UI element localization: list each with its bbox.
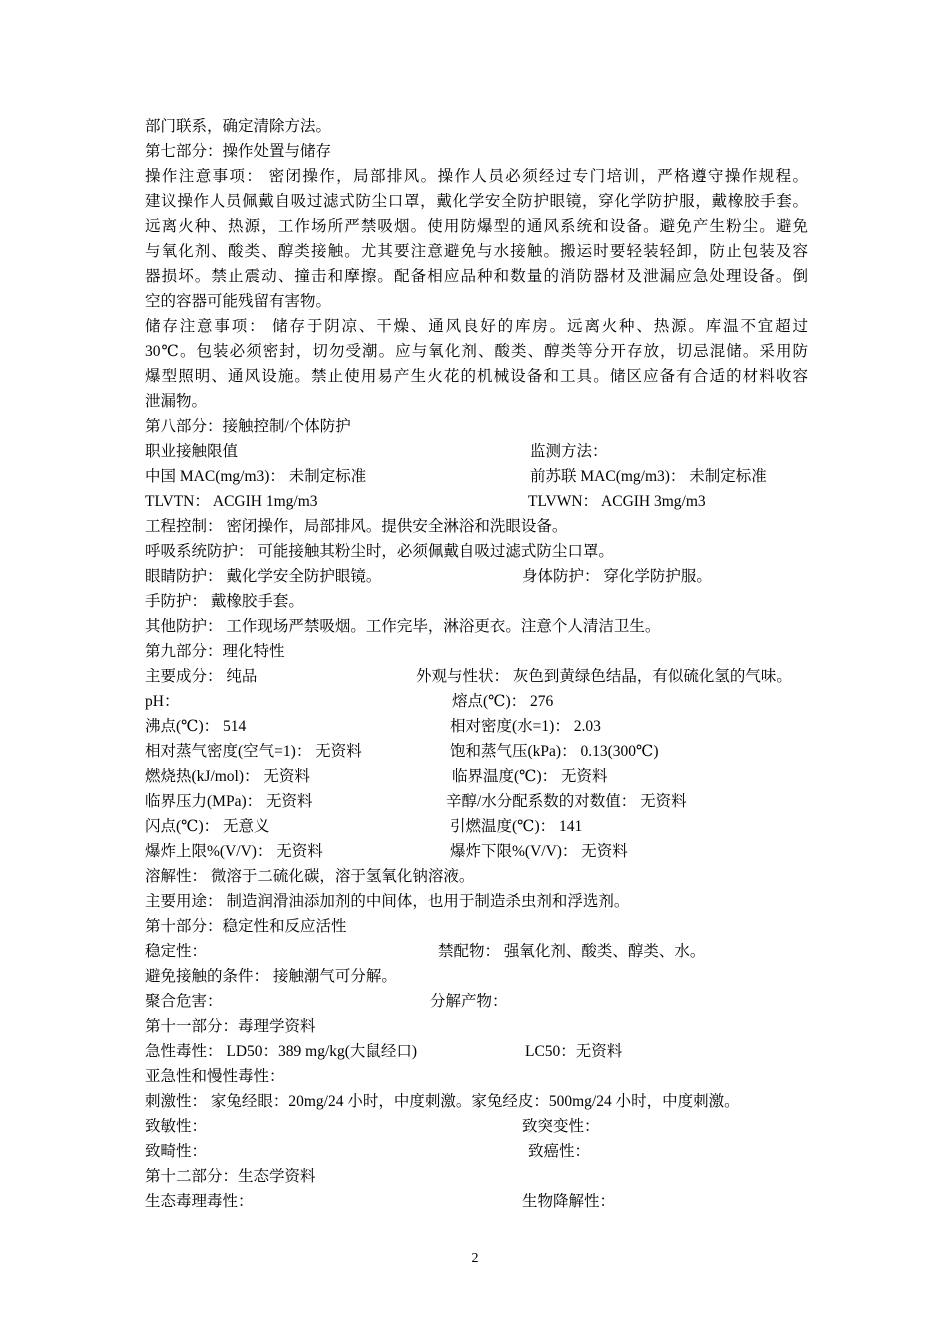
row-right: 禁配物： 强氧化剂、酸类、醇类、水。 <box>438 943 706 960</box>
row-right: 引燃温度(℃)： 141 <box>450 818 583 835</box>
row-right: 辛醇/水分配系数的对数值： 无资料 <box>446 793 687 810</box>
row-left: 爆炸上限%(V/V)： 无资料 <box>145 843 323 860</box>
row-right: 饱和蒸气压(kPa)： 0.13(300℃) <box>450 743 659 760</box>
row-left: 工程控制： 密闭操作，局部排风。提供安全淋浴和洗眼设备。 <box>145 518 568 535</box>
row-left: 稳定性： <box>145 943 208 960</box>
row-left: 致敏性： <box>145 1118 208 1135</box>
row-right: 监测方法： <box>530 443 608 460</box>
page-number: 2 <box>471 1251 479 1266</box>
row-right: 爆炸下限%(V/V)： 无资料 <box>450 843 628 860</box>
row-left: 主要用途： 制造润滑油添加剂的中间体，也用于制造杀虫剂和浮选剂。 <box>145 893 630 910</box>
text-line: 储存注意事项： 储存于阴凉、干燥、通风良好的库房。远离火种、热源。库温不宜超过 <box>145 318 808 335</box>
text-line: 空的容器可能残留有害物。 <box>145 293 332 310</box>
row-left: 生态毒理毒性： <box>145 1193 254 1210</box>
row-right: 身体防护： 穿化学防护服。 <box>522 568 712 585</box>
section-heading: 第八部分：接触控制/个体防护 <box>145 418 351 435</box>
row-left: 相对蒸气密度(空气=1)： 无资料 <box>145 743 362 760</box>
section-heading: 第十一部分：毒理学资料 <box>145 1018 316 1035</box>
row-left: 呼吸系统防护： 可能接触其粉尘时，必须佩戴自吸过滤式防尘口罩。 <box>145 543 614 560</box>
row-right: 致癌性： <box>528 1143 591 1160</box>
row-left: 避免接触的条件： 接触潮气可分解。 <box>145 968 397 985</box>
row-left: TLVTN： ACGIH 1mg/m3 <box>145 493 318 510</box>
text-line: 操作注意事项： 密闭操作，局部排风。操作人员必须经过专门培训，严格遵守操作规程。 <box>145 168 808 185</box>
section-heading: 第九部分：理化特性 <box>145 643 285 660</box>
row-right: 外观与性状： 灰色到黄绿色结晶，有似硫化氢的气味。 <box>416 668 792 685</box>
row-left: 燃烧热(kJ/mol)： 无资料 <box>145 768 310 785</box>
row-right: 致突变性： <box>522 1118 600 1135</box>
row-left: 致畸性： <box>145 1143 208 1160</box>
row-right: 临界温度(℃)： 无资料 <box>452 768 608 785</box>
row-left: 亚急性和慢性毒性： <box>145 1068 285 1085</box>
row-right: TLVWN： ACGIH 3mg/m3 <box>528 493 706 510</box>
row-right: 生物降解性： <box>522 1193 616 1210</box>
text-line: 30℃。包装必须密封，切勿受潮。应与氧化剂、酸类、醇类等分开存放，切忌混储。采用防 <box>145 343 808 360</box>
row-left: 刺激性： 家兔经眼：20mg/24 小时，中度刺激。家兔经皮：500mg/24 小时，中度刺激。 <box>145 1093 740 1110</box>
row-left: 沸点(℃)： 514 <box>145 718 247 735</box>
row-right: 熔点(℃)： 276 <box>452 693 554 710</box>
row-left: 闪点(℃)： 无意义 <box>145 818 270 835</box>
section-heading: 第十二部分：生态学资料 <box>145 1168 316 1185</box>
text-line: 建议操作人员佩戴自吸过滤式防尘口罩，戴化学安全防护眼镜，穿化学防护服，戴橡胶手套。 <box>145 193 808 210</box>
section-heading: 第十部分：稳定性和反应活性 <box>145 918 347 935</box>
row-left: 溶解性： 微溶于二硫化碳，溶于氢氧化钠溶液。 <box>145 868 475 885</box>
row-right: 相对密度(水=1)： 2.03 <box>450 718 601 735</box>
row-left: 中国 MAC(mg/m3)： 未制定标准 <box>145 468 367 485</box>
text-line: 部门联系，确定清除方法。 <box>145 118 332 135</box>
row-right: LC50：无资料 <box>525 1043 623 1060</box>
text-line: 爆型照明、通风设施。禁止使用易产生火花的机械设备和工具。储区应备有合适的材料收容 <box>145 368 808 385</box>
row-left: 眼睛防护： 戴化学安全防护眼镜。 <box>145 568 382 585</box>
row-left: 临界压力(MPa)： 无资料 <box>145 793 313 810</box>
text-line: 与氧化剂、酸类、醇类接触。尤其要注意避免与水接触。搬运时要轻装轻卸，防止包装及容 <box>145 243 808 260</box>
row-left: 手防护： 戴橡胶手套。 <box>145 593 304 610</box>
row-right: 分解产物： <box>430 993 508 1010</box>
row-left: 聚合危害： <box>145 993 223 1010</box>
text-line: 泄漏物。 <box>145 393 208 410</box>
text-line: 器损坏。禁止震动、撞击和摩擦。配备相应品种和数量的消防器材及泄漏应急处理设备。倒 <box>145 268 808 285</box>
row-right: 前苏联 MAC(mg/m3)： 未制定标准 <box>530 468 767 485</box>
text-line: 远离火种、热源，工作场所严禁吸烟。使用防爆型的通风系统和设备。避免产生粉尘。避免 <box>145 218 808 235</box>
section-heading: 第七部分：操作处置与储存 <box>145 143 332 160</box>
row-left: 主要成分： 纯品 <box>145 668 258 685</box>
row-left: 职业接触限值 <box>145 443 239 460</box>
row-left: 其他防护： 工作现场严禁吸烟。工作完毕，淋浴更衣。注意个人清洁卫生。 <box>145 618 661 635</box>
row-left: pH： <box>145 693 180 710</box>
row-left: 急性毒性： LD50：389 mg/kg(大鼠经口) <box>145 1043 418 1060</box>
